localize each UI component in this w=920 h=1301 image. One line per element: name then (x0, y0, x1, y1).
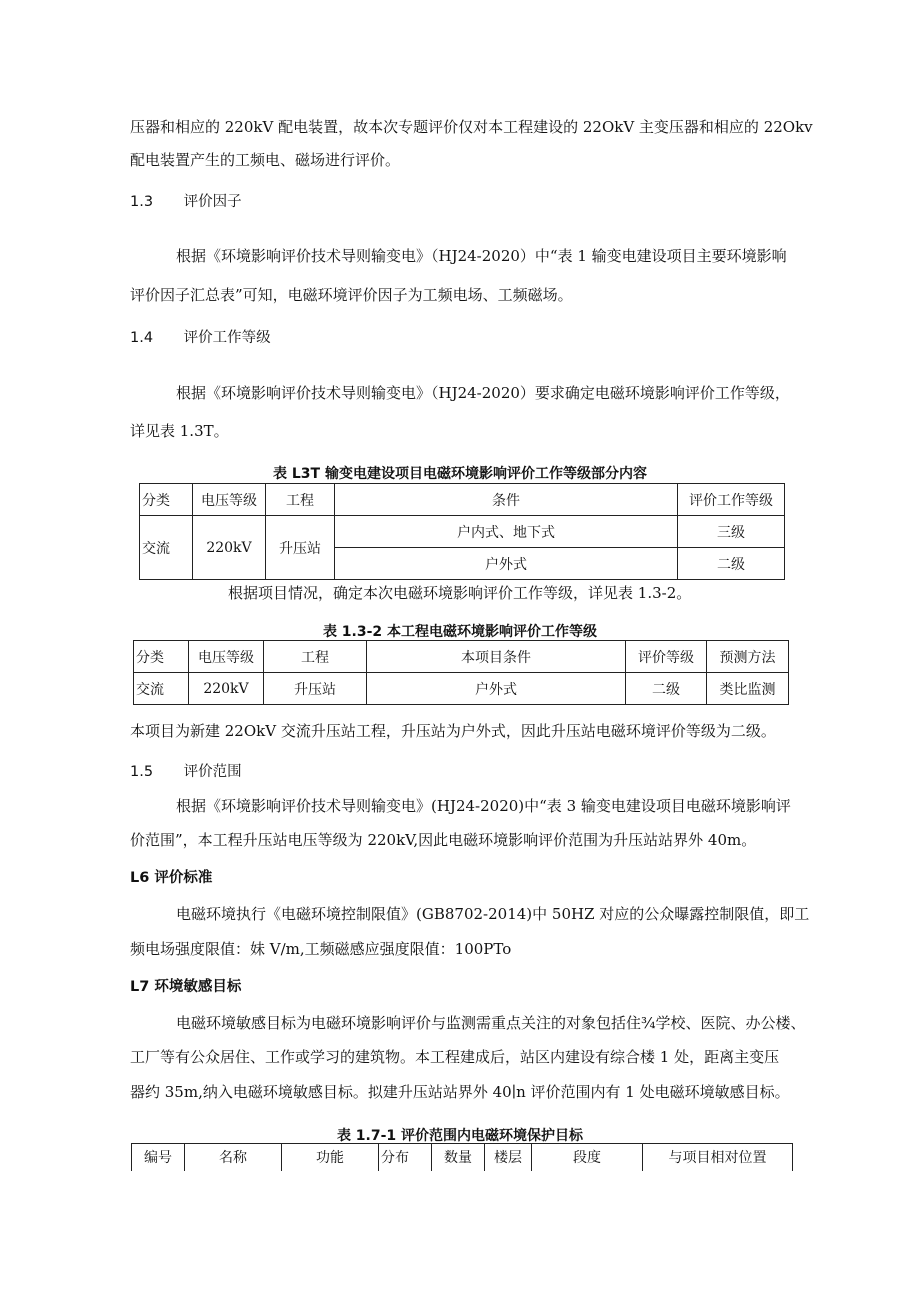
section-title: 评价因子 (183, 194, 242, 210)
table-caption: 表 1.7-1 评价范围内电磁环境保护目标 (336, 1128, 584, 1144)
paragraph-line: 电磁环境执行《电磁环境控制限值》(GB8702-2014)中 50HZ 对应的公众曝露控制限值，即工 (176, 905, 810, 923)
paragraph-line: 压器和相应的 220kV 配电装置，故本次专题评价仅对本工程建设的 22OkV 主变压器和相应的 22Okv (130, 118, 813, 136)
paragraph-line: 工厂等有公众居住、工作或学习的建筑物。本工程建成后，站区内建设有综合楼 1 处，距离主变压 (130, 1048, 780, 1066)
table-header-cell: 楼层 (485, 1144, 532, 1171)
table-cell: 类比监测 (707, 673, 789, 705)
table-cell: 220kV (189, 673, 264, 705)
paragraph-line: 器约 35m,纳入电磁环境敏感目标。拟建升压站站界外 40∣n 评价范围内有 1 处电磁环境敏感目标。 (130, 1083, 790, 1101)
paragraph-line: 详见表 1.3T。 (130, 422, 229, 440)
table-cell: 户外式 (335, 548, 678, 580)
table-cell: 二级 (678, 548, 785, 580)
table-header-cell: 电压等级 (193, 484, 266, 516)
table-cell: 升压站 (264, 673, 367, 705)
section-number: 1.4 (130, 330, 154, 346)
table-header-cell: 工程 (266, 484, 335, 516)
grading-table-2 (133, 640, 789, 705)
paragraph-line: 根据《环境影响评价技术导则输变电》（HJ24-2020）中“表 1 输变电建设项目主要环境影响 (176, 247, 787, 265)
table-cell: 交流 (134, 673, 189, 705)
table-row (140, 516, 785, 548)
section-heading-1-7: L7 环境敏感目标 (130, 979, 242, 995)
section-number: 1.3 (130, 194, 154, 210)
table-header-cell: 段度 (532, 1144, 643, 1171)
paragraph-line: 频电场强度限值：妹 V∕m,工频磁感应强度限值：100PTo (130, 940, 512, 958)
table-row (134, 673, 789, 705)
table-cell: 三级 (678, 516, 785, 548)
protection-target-table (131, 1143, 793, 1171)
table-header-cell: 本项目条件 (367, 641, 626, 673)
section-title: 评价工作等级 (183, 330, 271, 346)
table-header-cell: 分布 (379, 1144, 432, 1171)
table-header-cell: 评价工作等级 (678, 484, 785, 516)
paragraph-line: 评价因子汇总表”可知，电磁环境评价因子为工频电场、工频磁场。 (130, 286, 573, 304)
table-header-cell: 评价等级 (626, 641, 707, 673)
section-heading-1-3 (130, 190, 242, 211)
paragraph-line: 根据《环境影响评价技术导则输变电》(HJ24-2020)中“表 3 输变电建设项目电磁环境影响评 (176, 797, 791, 815)
paragraph-line: 本项目为新建 22OkV 交流升压站工程，升压站为户外式，因此升压站电磁环境评价等级为二级。 (130, 722, 776, 740)
table-header-cell: 分类 (140, 484, 193, 516)
table-header-row (132, 1144, 793, 1171)
table-cell: 二级 (626, 673, 707, 705)
paragraph-line: 根据项目情况，确定本次电磁环境影响评价工作等级，详见表 1.3-2。 (228, 584, 692, 602)
table-cell: 户内式、地下式 (335, 516, 678, 548)
paragraph-line: 电磁环境敏感目标为电磁环境影响评价与监测需重点关注的对象包括住¾学校、医院、办公楼、 (176, 1014, 806, 1032)
table-header-row (140, 484, 785, 516)
table-header-cell: 预测方法 (707, 641, 789, 673)
table-header-cell: 分类 (134, 641, 189, 673)
paragraph-line: 配电装置产生的工频电、磁场进行评价。 (130, 151, 401, 169)
table-cell: 交流 (140, 516, 193, 580)
table-caption: 表 L3T 输变电建设项目电磁环境影响评价工作等级部分内容 (273, 466, 647, 482)
paragraph-line: 价范围”，本工程升压站电压等级为 220kV,因此电磁环境影响评价范围为升压站站界外 40m。 (130, 831, 757, 849)
table-header-cell: 名称 (185, 1144, 282, 1171)
table-header-cell: 数量 (432, 1144, 485, 1171)
table-cell: 户外式 (367, 673, 626, 705)
paragraph-line: 根据《环境影响评价技术导则输变电》（HJ24-2020）要求确定电磁环境影响评价工作等级， (176, 384, 790, 402)
section-heading-1-6: L6 评价标准 (130, 870, 213, 886)
table-header-cell: 与项目相对位置 (643, 1144, 793, 1171)
grading-table-1 (139, 483, 785, 580)
section-heading-1-4 (130, 326, 271, 347)
table-cell: 220kV (193, 516, 266, 580)
table-header-cell: 功能 (282, 1144, 379, 1171)
table-header-cell: 条件 (335, 484, 678, 516)
section-title: 评价范围 (183, 764, 242, 780)
table-header-cell: 编号 (132, 1144, 185, 1171)
table-header-cell: 工程 (264, 641, 367, 673)
section-heading-1-5 (130, 760, 242, 781)
table-header-row (134, 641, 789, 673)
table-header-cell: 电压等级 (189, 641, 264, 673)
table-cell: 升压站 (266, 516, 335, 580)
section-number: 1.5 (130, 764, 154, 780)
table-caption: 表 1.3-2 本工程电磁环境影响评价工作等级 (322, 624, 598, 640)
